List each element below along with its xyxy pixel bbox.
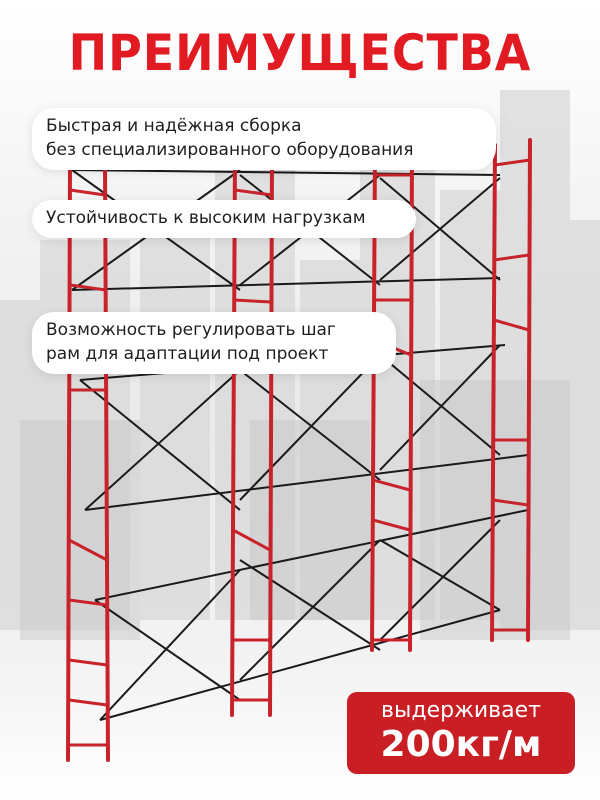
feature-fast-assembly: Быстрая и надёжная сборка без специализированного оборудования <box>32 108 496 170</box>
feature-load-resistance: Устойчивость к высоким нагрузкам <box>32 200 416 238</box>
load-capacity-badge <box>347 692 575 774</box>
badge-value: 200кг/м <box>380 724 542 765</box>
badge-caption: выдерживает <box>381 698 541 723</box>
feature-adjustable-frame-step: Возможность регулировать шаг рам для адаптации под проект <box>32 312 396 374</box>
page-title: ПРЕИМУЩЕСТВА <box>68 24 532 82</box>
